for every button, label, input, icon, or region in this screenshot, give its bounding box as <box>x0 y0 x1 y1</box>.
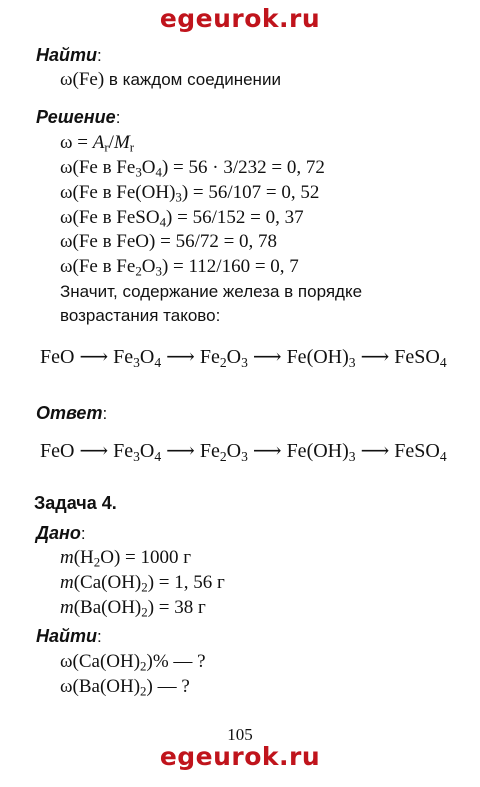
text-part: ω(Fe в FeSO <box>60 207 160 228</box>
find-line-caoh2 <box>60 651 206 673</box>
subscript: 2 <box>135 263 142 279</box>
formula-ar-sub: r <box>104 139 109 155</box>
given-line-water <box>60 547 191 569</box>
text-part: ) = 56 · 3/232 = 0, 72 <box>161 157 325 178</box>
formula-mr-sub: r <box>129 139 135 155</box>
solution-line-feso4 <box>60 207 304 229</box>
answer-heading-label: Ответ <box>36 403 103 423</box>
find-heading-label: Найти <box>36 626 98 646</box>
text-part: O <box>226 346 242 368</box>
subscript: 3 <box>348 354 356 370</box>
find-target-line <box>60 68 281 91</box>
text-part: ⟶ Fe <box>161 346 220 368</box>
text-part: (Ba(OH) <box>73 597 142 618</box>
find-heading-2 <box>36 625 102 648</box>
subscript: 4 <box>439 448 447 464</box>
find-line-baoh2 <box>60 676 190 698</box>
text-part: O <box>139 346 155 368</box>
solution-line-fe2o3 <box>60 256 299 278</box>
subscript: 3 <box>133 448 140 464</box>
subscript: 3 <box>155 263 162 279</box>
given-heading-label: Дано <box>36 523 81 543</box>
subscript: 2 <box>141 579 148 595</box>
subscript: 3 <box>135 164 142 180</box>
answer-heading <box>36 402 107 425</box>
solution-heading-label: Решение <box>36 107 116 127</box>
subscript: 2 <box>93 554 101 570</box>
text-part: ) = 112/160 = 0, 7 <box>161 256 299 277</box>
formula-ar: A <box>92 132 105 153</box>
subscript: 4 <box>439 354 447 370</box>
subscript: 3 <box>175 189 182 205</box>
conclusion-line-1: Значит, содержание железа в порядке <box>60 282 363 301</box>
task-4-title: Задача 4. <box>34 493 117 513</box>
subscript: 3 <box>241 448 248 464</box>
subscript: 4 <box>154 354 162 370</box>
subscript: 3 <box>133 354 140 370</box>
text-part: ⟶ FeSO <box>355 346 440 368</box>
text-part: FeO ⟶ Fe <box>40 440 134 462</box>
formula-slash: / <box>108 132 114 153</box>
mass-symbol: m <box>60 572 74 593</box>
watermark-bottom: egeurok.ru <box>159 742 321 771</box>
conclusion-line-2: возрастания таково: <box>60 306 221 325</box>
find-heading-colon: : <box>97 46 102 65</box>
text-part: O <box>141 256 156 277</box>
text-part: ) = 56/107 = 0, 52 <box>181 182 320 203</box>
subscript: 2 <box>219 448 227 464</box>
find-heading-1 <box>36 44 102 67</box>
answer-heading-colon: : <box>102 404 108 423</box>
text-part: ω(Fe в Fe <box>60 157 136 178</box>
find-target-text: в каждом соединении <box>104 70 281 89</box>
text-part: O <box>139 440 155 462</box>
order-series-2 <box>40 440 447 462</box>
text-part: FeO ⟶ Fe <box>40 346 134 368</box>
solution-line-feo <box>60 231 277 253</box>
subscript: 2 <box>140 683 147 699</box>
solution-line-fe3o4 <box>60 157 325 179</box>
solution-heading-colon: : <box>115 108 121 127</box>
subscript: 4 <box>159 214 167 230</box>
given-heading-colon: : <box>80 524 86 543</box>
subscript: 4 <box>154 448 162 464</box>
order-series-1 <box>40 346 447 368</box>
find-target-formula: ω(Fe) <box>60 69 105 90</box>
subscript: 3 <box>348 448 356 464</box>
text-part: ⟶ FeSO <box>355 440 440 462</box>
formula-mr: M <box>113 132 130 153</box>
mass-symbol: m <box>60 597 74 618</box>
text-part: O) = 1000 г <box>100 547 192 568</box>
subscript: 2 <box>140 658 147 674</box>
text-part: ω(Fe в Fe(OH) <box>60 182 176 203</box>
given-heading <box>36 522 86 545</box>
formula-part: ω = <box>60 132 93 153</box>
watermark-top: egeurok.ru <box>159 4 321 33</box>
text-part: ) = 1, 56 г <box>147 572 225 593</box>
text-part: ) — ? <box>146 676 190 697</box>
mass-symbol: m <box>60 547 74 568</box>
text-part: ) = 56/152 = 0, 37 <box>166 207 304 228</box>
find-heading-label: Найти <box>36 45 98 65</box>
solution-heading <box>36 106 120 129</box>
subscript: 4 <box>155 164 162 180</box>
text-part: ω(Fe в FeO) = 56/72 = 0, 78 <box>60 231 278 252</box>
find-heading-colon: : <box>97 627 102 646</box>
text-part: )% — ? <box>146 651 206 672</box>
text-part: ω(Ba(OH) <box>60 676 141 697</box>
text-part: ω(Ca(OH) <box>60 651 141 672</box>
text-part: (Ca(OH) <box>73 572 142 593</box>
given-line-baoh2 <box>60 597 206 619</box>
text-part: O <box>141 157 156 178</box>
subscript: 2 <box>141 604 148 620</box>
subscript: 2 <box>219 354 227 370</box>
text-part: ) = 38 г <box>147 597 206 618</box>
text-part: ⟶ Fe(OH) <box>247 440 349 462</box>
text-part: (H <box>73 547 94 568</box>
text-part: ω(Fe в Fe <box>60 256 136 277</box>
page-number: 105 <box>227 725 253 744</box>
subscript: 3 <box>241 354 248 370</box>
text-part: ⟶ Fe <box>161 440 220 462</box>
solution-line-feoh3 <box>60 182 319 204</box>
solution-formula <box>60 132 134 154</box>
text-part: O <box>226 440 242 462</box>
given-line-caoh2 <box>60 572 225 594</box>
text-part: ⟶ Fe(OH) <box>247 346 349 368</box>
